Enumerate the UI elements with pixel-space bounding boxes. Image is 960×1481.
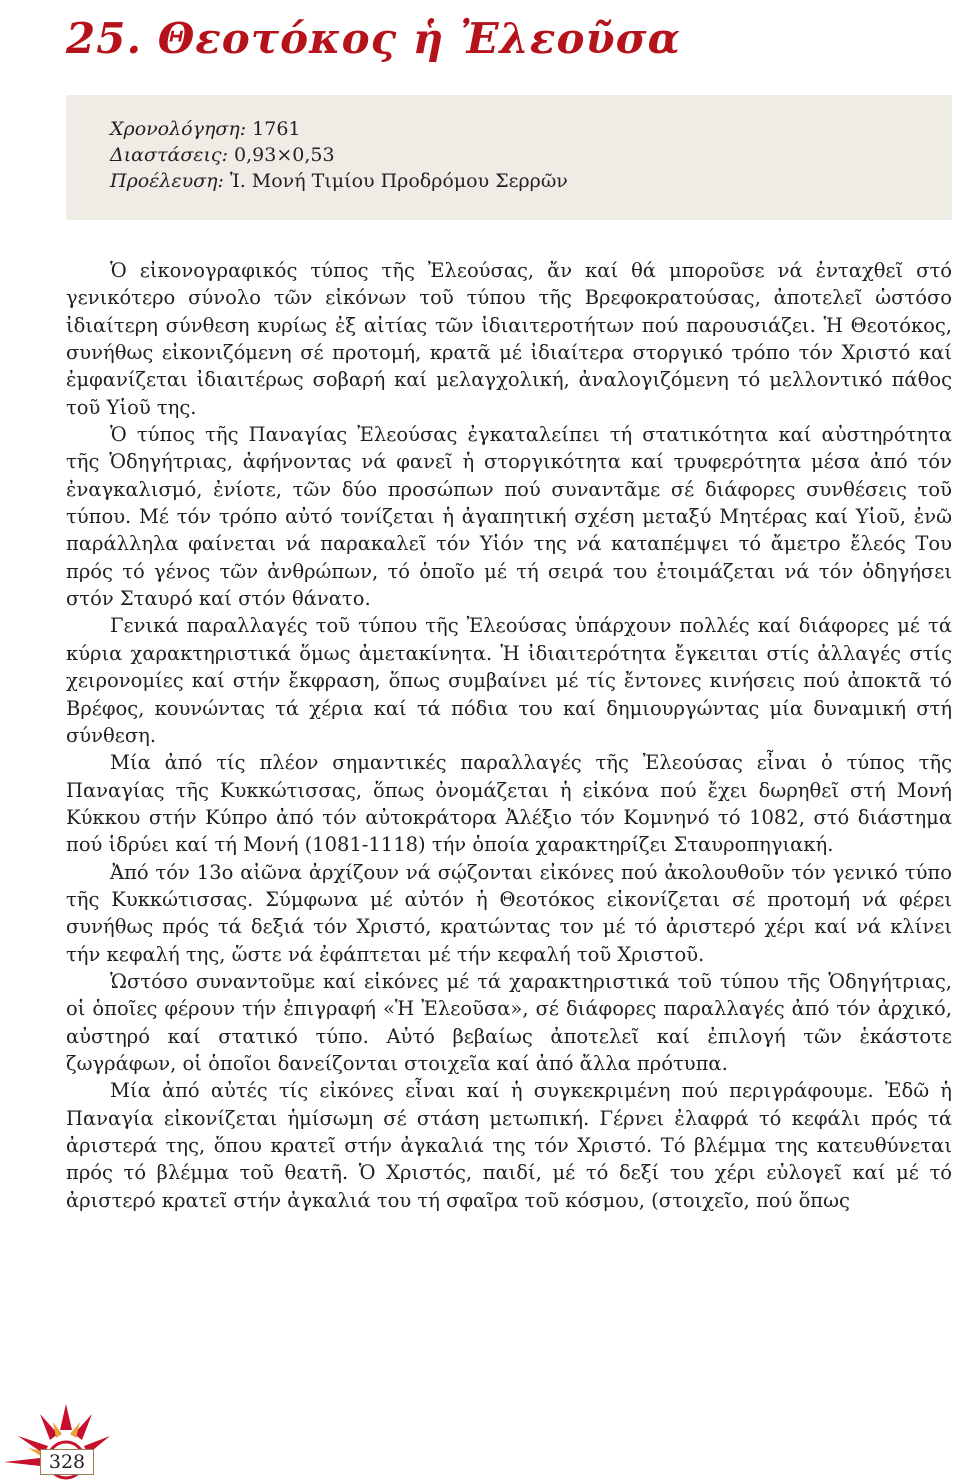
paragraph: Μία ἀπό αὐτές τίς εἰκόνες εἶναι καί ἡ συγκεκριμένη πού περιγράφουμε. Ἐδῶ ἡ Παναγία εἰκονίζεται ἡμίσωμη σέ στάση μετωπική. Γέρνει ἐλαφρά τό κεφάλι πρός τά ἀριστερά της, ὅπου κρατεῖ στήν ἀγκαλιά της τόν Χριστό. Τό βλέμμα της κατευθύνεται πρός τό βλέμμα τοῦ θεατῆ. Ὁ Χριστός, παιδί, μέ τό δεξί του χέρι εὐλογεῖ καί μέ τό ἀριστερό κρατεῖ στήν ἀγκαλιά του τή σφαῖρα τοῦ κόσμου, (στοιχεῖο, πού ὅπως — [66, 1079, 952, 1212]
meta-value: 0,93×0,53 — [234, 144, 335, 166]
meta-label: Προέλευση: — [110, 170, 224, 192]
paragraph: Γενικά παραλλαγές τοῦ τύπου τῆς Ἐλεούσας ὑπάρχουν πολλές καί διάφορες μέ τά κύρια χαρακτηριστικά ὅμως ἀμετακίνητα. Ἡ ἰδιαιτερότητα ἔγκειται στίς ἀλλαγές στίς χειρονομίες καί στήν ἔκφραση, ὅπως συμβαίνει μέ τίς ἔντονες κινήσεις πού ἀποκτᾶ τό Βρέφος, κουνώντας τά χέρια καί τά πόδια του καί δημιουργώντας μία δυναμική στή σύνθεση. — [66, 614, 952, 747]
paragraph: Ὁ τύπος τῆς Παναγίας Ἐλεούσας ἐγκαταλείπει τή στατικότητα καί αὐστηρότητα τῆς Ὁδηγήτριας, ἀφήνοντας νά φανεῖ ἡ στοργικότητα καί τρυφερότητα μέσα ἀπό τόν ἐναγκαλισμό, ἐνίοτε, τῶν δύο προσώπων πού συναντᾶμε σέ διάφορες συνθέσεις τοῦ τύπου. Μέ τόν τρόπο αὐτό τονίζεται ἡ ἀγαπητική σχέση μεταξύ Μητέρας καί Υἱοῦ, ἐνῶ παράλληλα φαίνεται νά παρακαλεῖ τόν Υἱόν της νά καταπέμψει τό ἄμετρο ἔλεός Του πρός τό γένος τῶν ἀνθρώπων, τό ὁποῖο μέ τή σειρά του ἑτοιμάζεται νά τόν ὁδηγήσει στόν Σταυρό καί στόν θάνατο. — [66, 423, 952, 611]
meta-value: 1761 — [252, 118, 301, 140]
metadata-rows — [110, 116, 568, 194]
meta-row-date — [110, 116, 568, 142]
paragraph: Ἀπό τόν 13ο αἰῶνα ἀρχίζουν νά σῴζονται εἰκόνες πού ἀκολουθοῦν τόν γενικό τύπο τῆς Κυκκώτισσας. Σύμφωνα μέ αὐτόν ἡ Θεοτόκος εἰκονίζεται σέ προτομή νά φέρει συνήθως πρός τά δεξιά τόν Χριστό, κρατώντας τον μέ τό ἀριστερό χέρι καί νά κλίνει τήν κεφαλή της, ὥστε νά ἐφάπτεται μέ τήν κεφαλή τοῦ Χριστοῦ. — [66, 860, 952, 966]
meta-row-dimensions — [110, 142, 568, 168]
metadata-box — [66, 95, 952, 220]
meta-row-provenance — [110, 168, 568, 194]
page-number: 328 — [40, 1449, 94, 1475]
paragraph: Ὁ εἰκονογραφικός τύπος τῆς Ἐλεούσας, ἄν καί θά μποροῦσε νά ἐνταχθεῖ στό γενικότερο σύνολο τῶν εἰκόνων τοῦ τύπου τῆς Βρεφοκρατούσας, ἀποτελεῖ ὡστόσο ἰδιαίτερη σύνθεση κυρίως ἐξ αἰτίας τῶν ἰδιαιτεροτήτων πού παρουσιάζει. Ἡ Θεοτόκος, συνήθως εἰκονιζόμενη σέ προτομή, κρατᾶ μέ ἰδιαίτερα στοργικό τρόπο τόν Χριστό καί ἐμφανίζεται ἰδιαιτέρως σοβαρή καί μελαγχολική, ἀναλογιζόμενη τό μελλοντικό πάθος τοῦ Υἱοῦ της. — [66, 259, 952, 419]
meta-label: Διαστάσεις: — [110, 144, 228, 166]
paragraph: Ὡστόσο συναντοῦμε καί εἰκόνες μέ τά χαρακτηριστικά τοῦ τύπου τῆς Ὁδηγήτριας, οἱ ὁποῖες φέρουν τήν ἐπιγραφή «Ἡ Ἐλεοῦσα», σέ διάφορες παραλλαγές ἀπό τόν ἀρχικό, αὐστηρό καί στατικό τύπο. Αὐτό βεβαίως ἀποτελεῖ καί ἐπιλογή τῶν ἑκάστοτε ζωγράφων, οἱ ὁποῖοι δανείζονται στοιχεῖα καί ἀπό ἄλλα πρότυπα. — [66, 969, 952, 1075]
page-title: 25. Θεοτόκος ἡ Ἐλεοῦσα — [66, 14, 681, 63]
paragraph: Μία ἀπό τίς πλέον σημαντικές παραλλαγές τῆς Ἐλεούσας εἶναι ὁ τύπος τῆς Παναγίας τῆς Κυκκώτισσας, ὅπως ὀνομάζεται ἡ εἰκόνα πού ἔχει δωρηθεῖ στή Μονή Κύκκου στήν Κύπρο ἀπό τόν αὐτοκράτορα Ἀλέξιο τόν Κομνηνό τό 1082, στό διάστημα πού ἱδρύει καί τή Μονή (1081-1118) τήν ὁποία χαρακτηρίζει Σταυροπηγιακή. — [66, 751, 952, 857]
meta-label: Χρονολόγηση: — [110, 118, 247, 140]
body-text — [66, 257, 952, 1214]
meta-value: Ἱ. Μονή Τιμίου Προδρόμου Σερρῶν — [229, 170, 568, 192]
